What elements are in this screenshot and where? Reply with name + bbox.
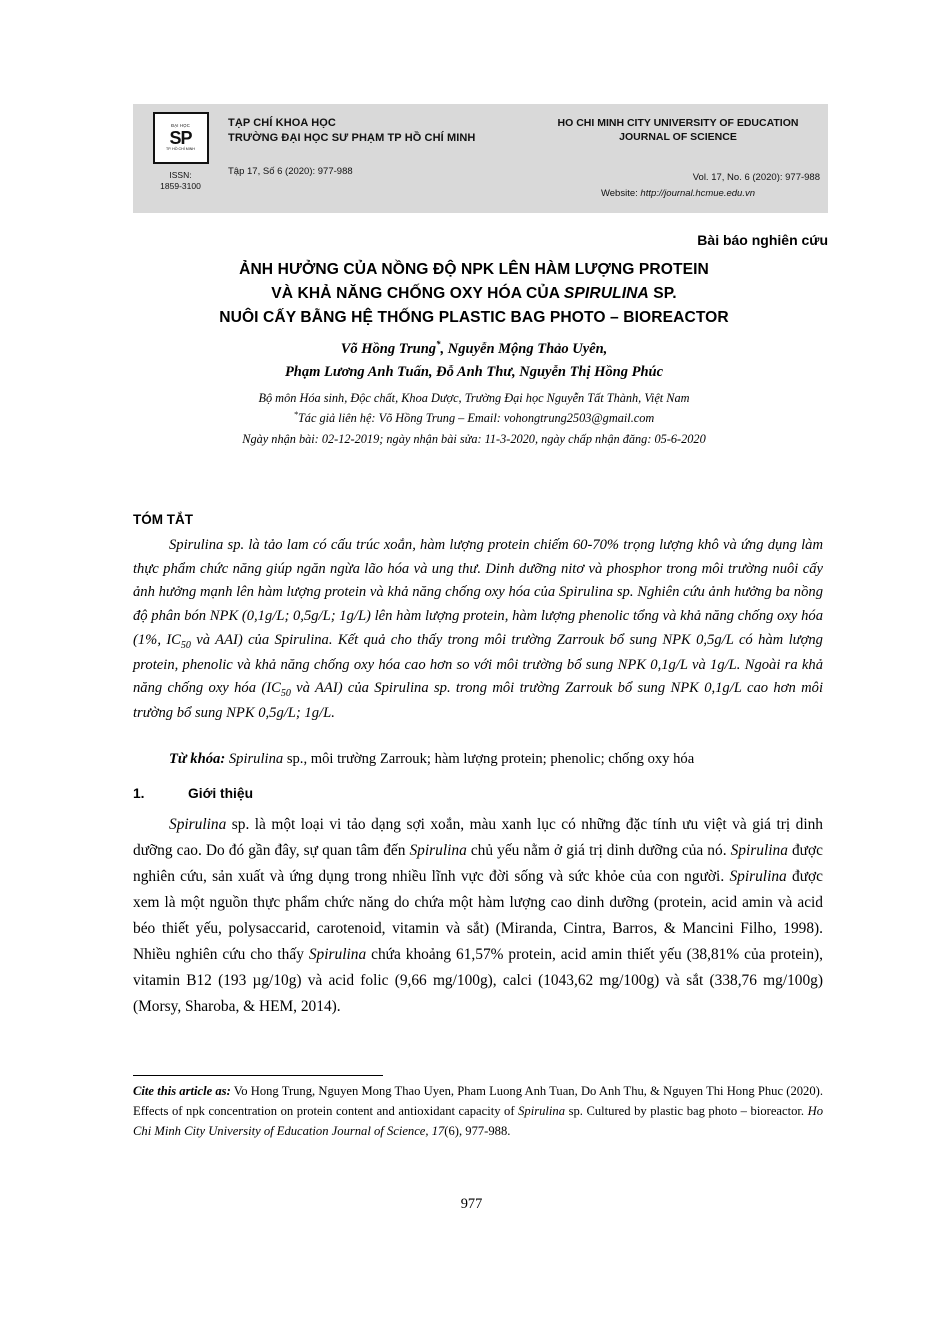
keywords-value: Spirulina sp., môi trường Zarrouk; hàm lượng protein; phenolic; chống oxy hóa (228, 751, 695, 767)
corresponding-author: *Tác giả liên hệ: Võ Hồng Trung – Email: vohongtrung2503@gmail.com (293, 408, 655, 425)
article-type-label: Bài báo nghiên cứu (697, 232, 828, 248)
article-title-line1: ẢNH HƯỞNG CỦA NỒNG ĐỘ NPK LÊN HÀM LƯỢNG PROTEIN (239, 261, 709, 278)
article-title-species: SPIRULINA (563, 285, 649, 303)
logo-top-text: ĐẠI HỌC (171, 123, 190, 129)
journal-name-vi-line1: TẠP CHÍ KHOA HỌC (228, 117, 336, 129)
university-logo (133, 104, 228, 166)
section-1-number: 1. (133, 786, 145, 801)
affiliation: Bộ môn Hóa sinh, Độc chất, Khoa Dược, Trường Đại học Nguyễn Tất Thành, Việt Nam (258, 390, 690, 405)
journal-name-vi-line2: TRƯỜNG ĐẠI HỌC SƯ PHẠM TP HỒ CHÍ MINH (228, 131, 476, 144)
citation-text: Vo Hong Trung, Nguyen Mong Thao Uyen, Pham Luong Anh Tuan, Do Anh Thu, & Nguyen Thi Hong Phuc (2020). Effects of npk concentration on protein content and antioxidant capacity of Spirulina sp. Cultured by plastic bag photo – bioreactor. Ho Chi Minh City University of Education Journal of Science, 17(6), 977-988. (133, 1084, 824, 1138)
journal-masthead (133, 104, 828, 213)
keywords (133, 748, 823, 772)
section-1-text: Spirulina sp. là một loại vi tảo dạng sợi xoắn, màu xanh lục có những đặc tính ưu việt và giá trị dinh dưỡng cao. Do đó gần đây, sự quan tâm đến Spirulina chủ yếu nằm ở giá trị dinh dưỡng của nó. Spirulina được nghiên cứu, sản xuất và ứng dụng trong nhiều lĩnh vực đời sống và sức khỏe của con người. Spirulina được xem là một nguồn thực phẩm chức năng do chứa một hàm lượng cao dinh dưỡng (protein, acid amin và acid béo thiết yếu, polysaccarid, carotenoid, vitamin và sắt) (Miranda, Cintra, Barros, & Mancini Filho, 1998). Nhiều nghiên cứu cho thấy Spirulina chứa khoảng 61,57% protein, acid amin thiết yếu (38,81% của protein), vitamin B12 (193 µg/10g) và acid folic (9,66 mg/100g), calci (1043,62 mg/100g) và sắt (338,76 mg/100g) (Morsy, Sharoba, & HEM, 2014). (133, 816, 823, 1016)
authors-line2: Phạm Lương Anh Tuấn, Đỗ Anh Thư, Nguyễn Thị Hồng Phúc (284, 364, 664, 381)
keywords-label: Từ khóa: (169, 751, 226, 767)
page-number: 977 (460, 1196, 483, 1212)
authors-line1: Võ Hồng Trung*, Nguyễn Mộng Thảo Uyên, (340, 339, 608, 358)
section-1-heading (133, 786, 823, 801)
title-block (120, 258, 828, 449)
masthead-top (133, 104, 828, 166)
logo-icon (153, 112, 209, 164)
journal-name-en-line2: JOURNAL OF SCIENCE (619, 131, 737, 144)
article-title-line2 (120, 282, 828, 306)
issn-label: ISSN: (169, 170, 192, 180)
journal-name-en (528, 104, 828, 166)
logo-main-text: SP (169, 128, 192, 149)
footnote-divider (133, 1075, 383, 1076)
journal-name-en-line1: HO CHI MINH CITY UNIVERSITY OF EDUCATION (557, 117, 799, 129)
volume-info-vi: Tập 17, Số 6 (2020): 977-988 (228, 166, 353, 177)
submission-dates: Ngày nhận bài: 02-12-2019; ngày nhận bài sửa: 11-3-2020, ngày chấp nhận đăng: 05-6-2020 (242, 431, 706, 446)
article-title-line2-part1: VÀ KHẢ NĂNG CHỐNG OXY HÓA CỦA (271, 285, 564, 303)
section-1-title: Giới thiệu (188, 786, 253, 801)
citation-note (133, 1082, 823, 1142)
issn-block (133, 166, 228, 213)
website-label: Website: (600, 188, 641, 199)
article-title-line2-part3: SP. (648, 285, 677, 303)
journal-name-vi (228, 104, 528, 166)
citation-label: Cite this article as: (133, 1084, 231, 1098)
logo-bottom-text: TP. HỒ CHÍ MINH (166, 147, 195, 152)
volume-info-en: Vol. 17, No. 6 (2020): 977-988 (692, 172, 820, 183)
article-title-line3: NUÔI CẤY BẰNG HỆ THỐNG PLASTIC BAG PHOTO – BIOREACTOR (219, 309, 729, 327)
author-list (120, 337, 828, 384)
website-url[interactable]: http://journal.hcmue.edu.vn (640, 188, 756, 199)
abstract-heading: TÓM TẮT (133, 512, 193, 527)
issn-value: 1859-3100 (160, 181, 201, 192)
abstract-text: Spirulina sp. là tảo lam có cấu trúc xoắn, hàm lượng protein chiếm 60-70% trọng lượng khô và ứng dụng làm thực phẩm chức năng giúp ngăn ngừa lão hóa và ung thư. Dinh dưỡng nitơ và phosphor trong môi trường nuôi cấy ảnh hưởng mạnh lên hàm lượng protein và khả năng chống oxy hóa của Spirulina sp. Nghiên cứu ảnh hưởng ba nồng độ phân bón NPK (0,1g/L; 0,5g/L; 1g/L) lên hàm lượng protein, hàm lượng phenolic tổng và khả năng chống oxy hóa (1%, $IC_{50}$ và AAI) của Spirulina. Kết quả cho thấy trong môi trường Zarrouk bổ sung NPK 0,5g/L có hàm lượng protein, phenolic và khả năng chống oxy hóa cao hơn so với môi trường bổ sung NPK 0,1g/L và 1g/L. Ngoài ra khả năng chống oxy hóa ($IC_{50}$ và AAI) của Spirulina sp. trong môi trường Zarrouk bổ sung NPK 0,1g/L cao hơn môi trường bổ sung NPK 0,5g/L; 1g/L. (133, 537, 823, 722)
